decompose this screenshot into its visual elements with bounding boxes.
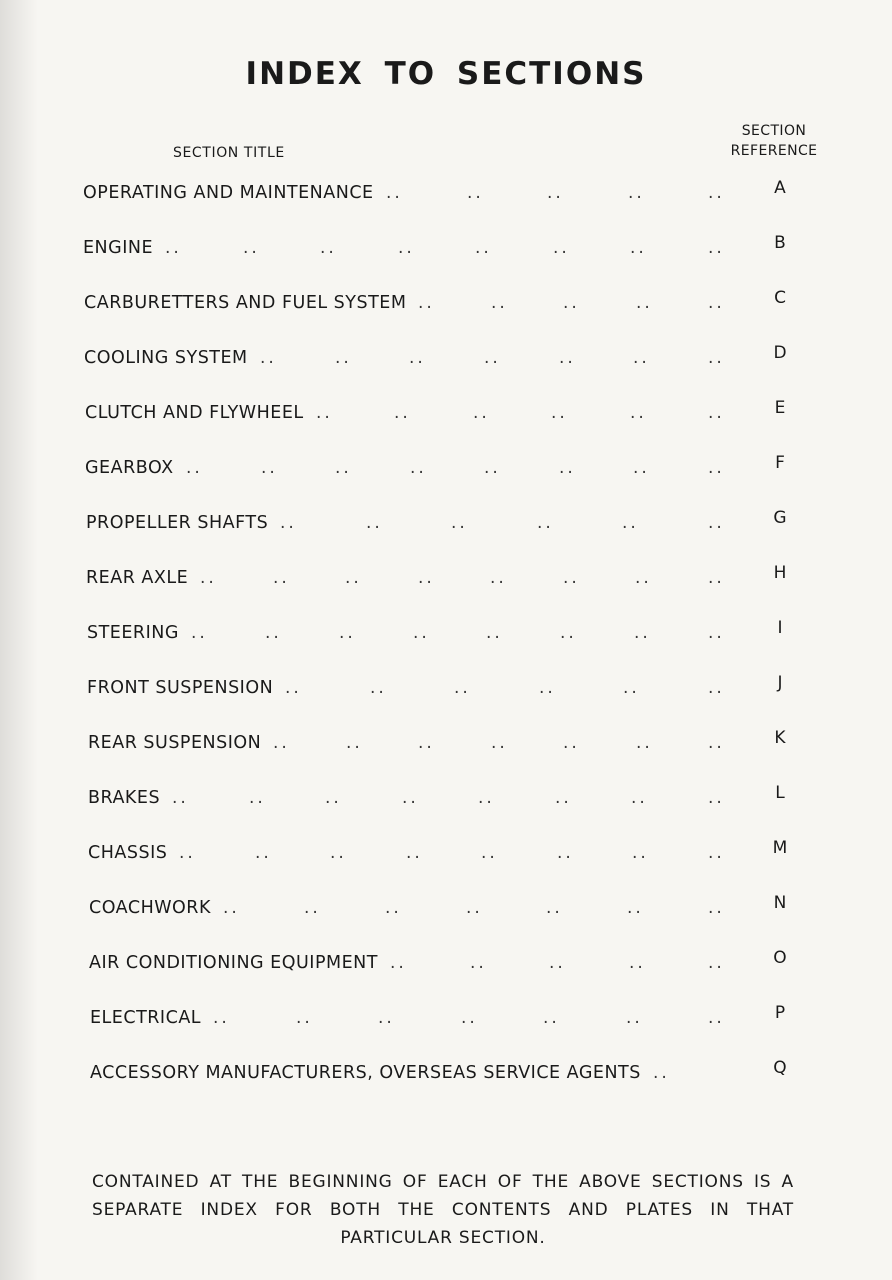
leader-dot: .. xyxy=(632,843,649,863)
leader-dot: .. xyxy=(708,733,725,753)
section-title: PROPELLER SHAFTS xyxy=(86,513,269,533)
leader-dot: .. xyxy=(370,678,387,698)
leader-dot: .. xyxy=(630,403,647,423)
leader-dot: .. xyxy=(413,623,430,643)
leader-dot: .. xyxy=(708,953,725,973)
leader-dot: .. xyxy=(708,513,725,533)
leader-dot: .. xyxy=(708,898,725,918)
section-reference: M xyxy=(772,838,788,858)
table-row xyxy=(0,673,892,706)
leader-dot: .. xyxy=(473,403,490,423)
leader-dot: .. xyxy=(165,238,182,258)
leader-dot: .. xyxy=(304,898,321,918)
leader-dot: .. xyxy=(454,678,471,698)
section-reference: K xyxy=(774,728,786,748)
leader-dot: .. xyxy=(386,183,403,203)
leader-dot: .. xyxy=(629,953,646,973)
section-reference: I xyxy=(777,618,783,638)
leader-dot: .. xyxy=(635,568,652,588)
section-reference: O xyxy=(773,948,787,968)
leader-dot: .. xyxy=(410,458,427,478)
table-row xyxy=(0,453,892,486)
leader-dot: .. xyxy=(346,733,363,753)
leader-dot: .. xyxy=(335,348,352,368)
leader-dot: .. xyxy=(345,568,362,588)
section-reference: Q xyxy=(773,1058,787,1078)
leader-dot: .. xyxy=(481,843,498,863)
leader-dot: .. xyxy=(633,348,650,368)
leader-dot: .. xyxy=(260,348,277,368)
leader-dot: .. xyxy=(630,238,647,258)
leader-dot: .. xyxy=(466,898,483,918)
table-row xyxy=(0,508,892,541)
table-row xyxy=(0,618,892,651)
section-title: ELECTRICAL xyxy=(90,1008,202,1028)
leader-dot: .. xyxy=(200,568,217,588)
leader-dot: .. xyxy=(627,898,644,918)
leader-dot: .. xyxy=(213,1008,230,1028)
leader-dot: .. xyxy=(316,403,333,423)
leader-dot: .. xyxy=(490,568,507,588)
section-title: STEERING xyxy=(87,623,179,643)
leader-dot: .. xyxy=(563,568,580,588)
section-title: ACCESSORY MANUFACTURERS, OVERSEAS SERVICE AGENTS xyxy=(90,1063,641,1083)
section-reference: E xyxy=(774,398,786,418)
table-row xyxy=(0,343,892,376)
leader-dot: .. xyxy=(636,733,653,753)
leader-dot: .. xyxy=(172,788,189,808)
leader-dot: .. xyxy=(708,788,725,808)
section-title: CARBURETTERS AND FUEL SYSTEM xyxy=(84,293,407,313)
leader-dot: .. xyxy=(394,403,411,423)
leader-dot: .. xyxy=(563,293,580,313)
section-title: AIR CONDITIONING EQUIPMENT xyxy=(89,953,378,973)
leader-dot: .. xyxy=(563,733,580,753)
page-title: INDEX TO SECTIONS xyxy=(245,56,647,92)
leader-dot: .. xyxy=(628,183,645,203)
section-title: REAR SUSPENSION xyxy=(88,733,262,753)
leader-dot: .. xyxy=(255,843,272,863)
leader-dot: .. xyxy=(708,1008,725,1028)
section-title: ENGINE xyxy=(83,238,154,258)
leader-dot: .. xyxy=(708,843,725,863)
table-row xyxy=(0,728,892,761)
leader-dot: .. xyxy=(330,843,347,863)
section-reference: L xyxy=(775,783,785,803)
leader-dot: .. xyxy=(418,568,435,588)
leader-dot: .. xyxy=(409,348,426,368)
leader-dot: .. xyxy=(296,1008,313,1028)
section-title: CLUTCH AND FLYWHEEL xyxy=(85,403,304,423)
table-row xyxy=(0,1003,892,1036)
leader-dot: .. xyxy=(243,238,260,258)
column-header-reference-line2: REFERENCE xyxy=(730,143,818,159)
table-row xyxy=(0,783,892,816)
leader-dot: .. xyxy=(325,788,342,808)
table-row xyxy=(0,948,892,981)
leader-dot: .. xyxy=(555,788,572,808)
leader-dot: .. xyxy=(378,1008,395,1028)
leader-dot: .. xyxy=(708,623,725,643)
leader-dot: .. xyxy=(470,953,487,973)
leader-dot: .. xyxy=(339,623,356,643)
section-reference: A xyxy=(774,178,786,198)
table-row xyxy=(0,398,892,431)
leader-dot: .. xyxy=(539,678,556,698)
leader-dot: .. xyxy=(366,513,383,533)
leader-dot: .. xyxy=(708,458,725,478)
section-title: BRAKES xyxy=(88,788,161,808)
table-row xyxy=(0,563,892,596)
leader-dot: .. xyxy=(551,403,568,423)
section-reference: P xyxy=(774,1003,786,1023)
leader-dot: .. xyxy=(265,623,282,643)
leader-dot: .. xyxy=(484,348,501,368)
column-header-section-reference xyxy=(724,121,824,161)
leader-dot: .. xyxy=(546,898,563,918)
section-reference: H xyxy=(773,563,787,583)
table-row xyxy=(0,838,892,871)
leader-dot: .. xyxy=(335,458,352,478)
leader-dot: .. xyxy=(398,238,415,258)
leader-dot: .. xyxy=(708,403,725,423)
leader-dot: .. xyxy=(631,788,648,808)
leader-dot: .. xyxy=(634,623,651,643)
section-title: COOLING SYSTEM xyxy=(84,348,248,368)
section-reference: D xyxy=(773,343,787,363)
leader-dot: .. xyxy=(475,238,492,258)
leader-dot: .. xyxy=(543,1008,560,1028)
leader-dot: .. xyxy=(623,678,640,698)
leader-dot: .. xyxy=(406,843,423,863)
leader-dot: .. xyxy=(320,238,337,258)
section-title: COACHWORK xyxy=(89,898,211,918)
section-title: FRONT SUSPENSION xyxy=(87,678,274,698)
leader-dot: .. xyxy=(280,513,297,533)
leader-dot: .. xyxy=(653,1063,670,1083)
leader-dot: .. xyxy=(491,293,508,313)
leader-dot: .. xyxy=(537,513,554,533)
leader-dot: .. xyxy=(418,733,435,753)
section-reference: N xyxy=(773,893,787,913)
table-row xyxy=(0,233,892,266)
leader-dot: .. xyxy=(390,953,407,973)
leader-dot: .. xyxy=(261,458,278,478)
column-header-section-title: SECTION TITLE xyxy=(173,145,285,161)
leader-dot: .. xyxy=(708,568,725,588)
table-row xyxy=(0,893,892,926)
table-row xyxy=(0,1058,892,1091)
leader-dot: .. xyxy=(708,238,725,258)
leader-dot: .. xyxy=(461,1008,478,1028)
footnote: CONTAINED AT THE BEGINNING OF EACH OF THE ABOVE SECTIONS IS A SEPARATE INDEX FOR BOTH THE CONTENTS AND PLATES IN THAT PARTICULAR SECTION. xyxy=(92,1172,794,1248)
table-row xyxy=(0,288,892,321)
leader-dot: .. xyxy=(557,843,574,863)
leader-dot: .. xyxy=(484,458,501,478)
leader-dot: .. xyxy=(560,623,577,643)
leader-dot: .. xyxy=(622,513,639,533)
leader-dot: .. xyxy=(547,183,564,203)
leader-dot: .. xyxy=(186,458,203,478)
section-title: CHASSIS xyxy=(88,843,168,863)
section-reference: J xyxy=(777,673,783,693)
leader-dot: .. xyxy=(549,953,566,973)
leader-dot: .. xyxy=(633,458,650,478)
leader-dot: .. xyxy=(636,293,653,313)
leader-dot: .. xyxy=(708,348,725,368)
leader-dot: .. xyxy=(486,623,503,643)
leader-dot: .. xyxy=(273,568,290,588)
section-reference: C xyxy=(774,288,786,308)
section-title: REAR AXLE xyxy=(86,568,189,588)
section-reference: F xyxy=(775,453,785,473)
leader-dot: .. xyxy=(385,898,402,918)
leader-dot: .. xyxy=(273,733,290,753)
leader-dot: .. xyxy=(451,513,468,533)
leader-dot: .. xyxy=(708,293,725,313)
column-header-reference-line1: SECTION xyxy=(741,123,807,139)
leader-dot: .. xyxy=(626,1008,643,1028)
section-title: OPERATING AND MAINTENANCE xyxy=(83,183,374,203)
leader-dot: .. xyxy=(191,623,208,643)
section-reference: G xyxy=(773,508,787,528)
leader-dot: .. xyxy=(559,348,576,368)
leader-dot: .. xyxy=(491,733,508,753)
leader-dot: .. xyxy=(553,238,570,258)
leader-dot: .. xyxy=(467,183,484,203)
section-title: GEARBOX xyxy=(85,458,174,478)
leader-dot: .. xyxy=(402,788,419,808)
leader-dot: .. xyxy=(708,183,725,203)
section-reference: B xyxy=(774,233,786,253)
leader-dot: .. xyxy=(559,458,576,478)
leader-dot: .. xyxy=(179,843,196,863)
leader-dot: .. xyxy=(285,678,302,698)
leader-dot: .. xyxy=(249,788,266,808)
table-row xyxy=(0,178,892,211)
leader-dot: .. xyxy=(418,293,435,313)
leader-dot: .. xyxy=(708,678,725,698)
leader-dot: .. xyxy=(223,898,240,918)
leader-dot: .. xyxy=(478,788,495,808)
